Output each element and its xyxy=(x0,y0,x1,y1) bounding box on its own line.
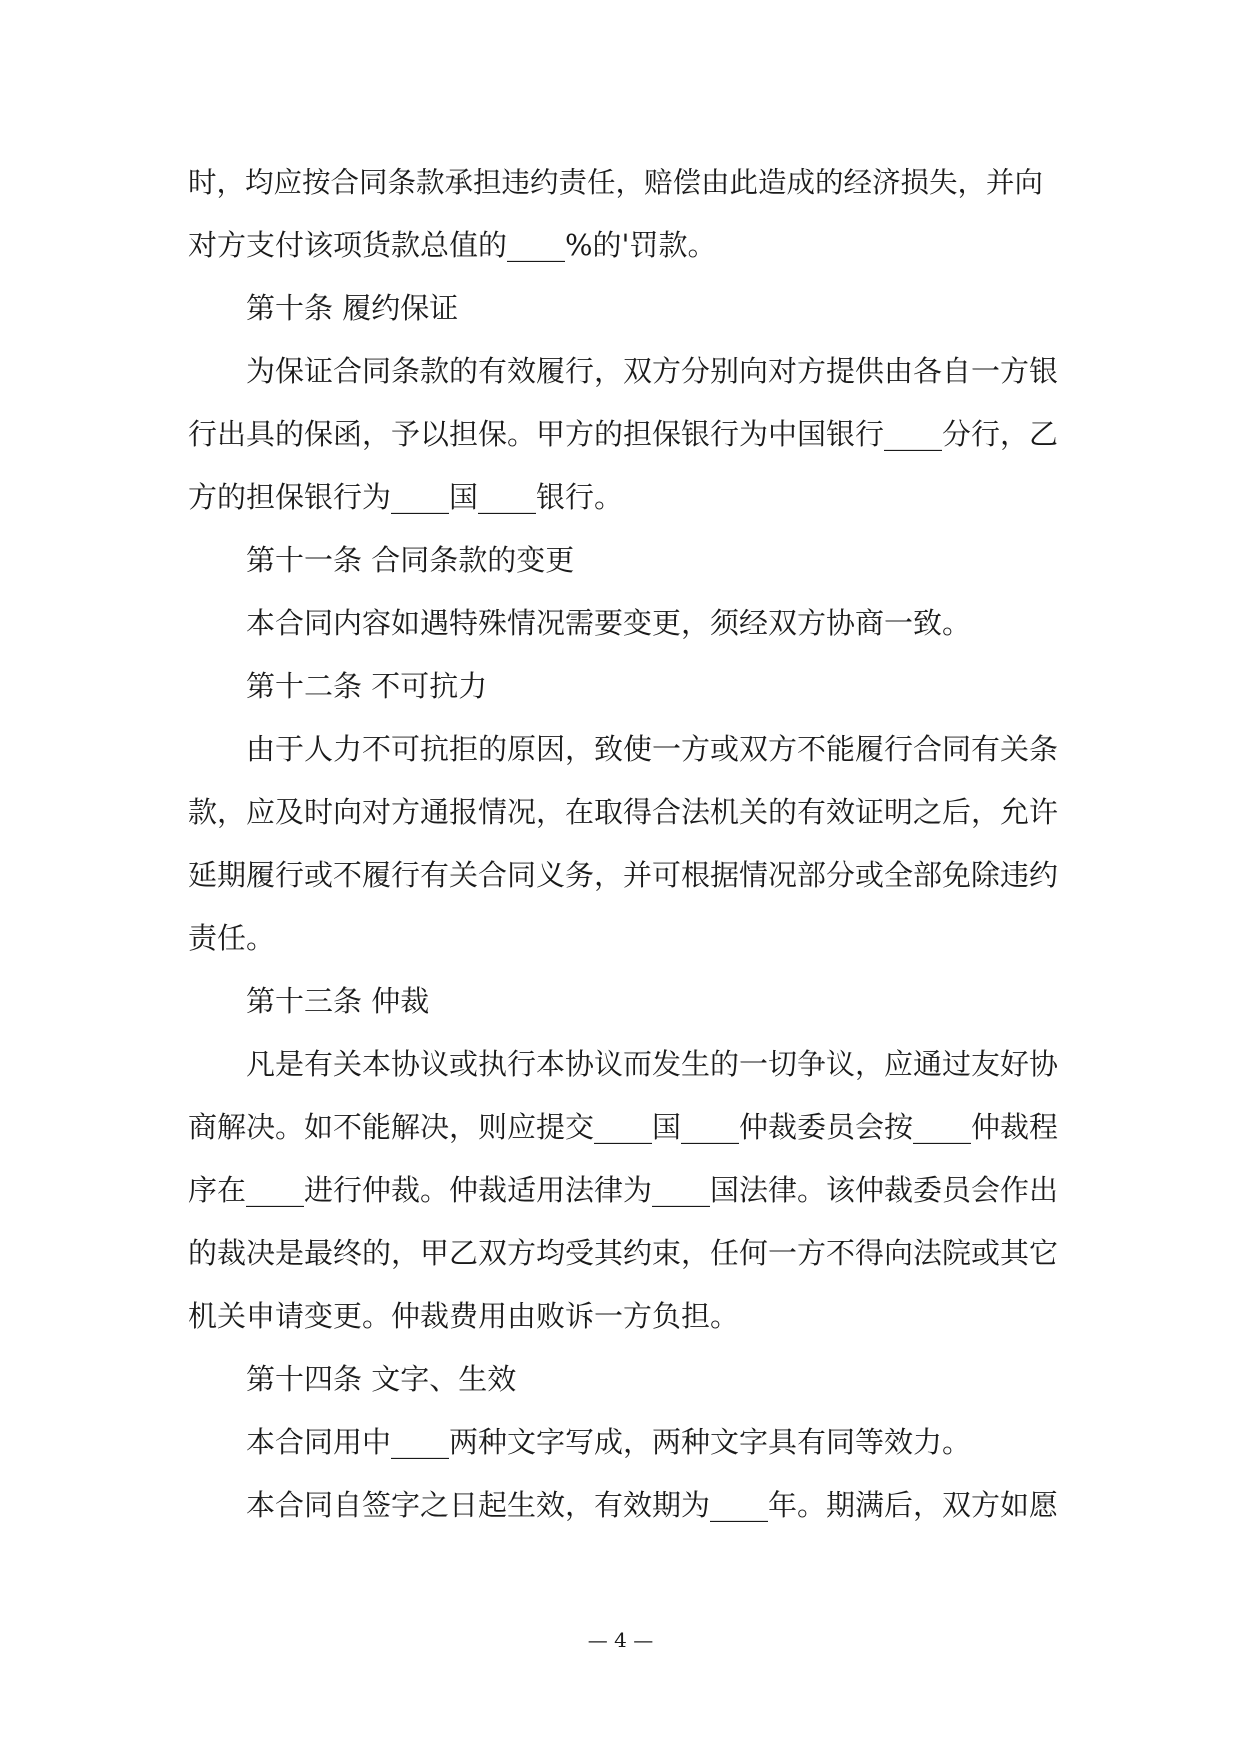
section-heading-text: 第十四条 文字、生效 xyxy=(246,1362,517,1396)
text-line-content: 本合同用中____两种文字写成，两种文字具有同等效力。 xyxy=(246,1425,972,1459)
section-heading xyxy=(188,1348,1054,1411)
text-line-content: 本合同自签字之日起生效，有效期为____年。期满后，双方如愿 xyxy=(246,1488,1059,1522)
text-line-content: 凡是有关本协议或执行本协议而发生的一切争议，应通过友好协 xyxy=(246,1047,1059,1081)
text-line xyxy=(188,214,1054,277)
text-line xyxy=(188,466,1054,529)
text-line-content: 时，均应按合同条款承担违约责任，赔偿由此造成的经济损失，并向 xyxy=(188,166,1044,199)
text-line-content: 机关申请变更。仲裁费用由败诉一方负担。 xyxy=(188,1299,740,1333)
text-line-content: 延期履行或不履行有关合同义务，并可根据情况部分或全部免除违约 xyxy=(188,858,1059,892)
section-heading-text: 第十一条 合同条款的变更 xyxy=(246,543,575,577)
text-line-content: 对方支付该项货款总值的____%的'罚款。 xyxy=(188,228,717,262)
text-line xyxy=(188,844,1059,907)
text-line xyxy=(188,907,1054,970)
section-heading-text: 第十二条 不可抗力 xyxy=(246,669,488,703)
text-line xyxy=(188,1159,1059,1222)
text-line-content: 方的担保银行为____国____银行。 xyxy=(188,480,624,514)
text-line xyxy=(188,151,1054,214)
section-heading-text: 第十条 履约保证 xyxy=(246,291,459,325)
text-line-content: 本合同内容如遇特殊情况需要变更，须经双方协商一致。 xyxy=(246,606,972,640)
text-line xyxy=(188,1474,1059,1537)
section-heading-text: 第十三条 仲裁 xyxy=(246,984,430,1018)
text-line-content: 序在____进行仲裁。仲裁适用法律为____国法律。该仲裁委员会作出 xyxy=(188,1173,1059,1207)
section-heading xyxy=(188,655,1054,718)
section-heading xyxy=(188,970,1054,1033)
text-line xyxy=(188,1222,1059,1285)
text-line xyxy=(188,403,1059,466)
text-line-content: 的裁决是最终的，甲乙双方均受其约束，任何一方不得向法院或其它 xyxy=(188,1236,1059,1270)
text-line-content: 行出具的保函，予以担保。甲方的担保银行为中国银行____分行，乙 xyxy=(188,417,1059,451)
text-line-content: 款，应及时向对方通报情况，在取得合法机关的有效证明之后，允许 xyxy=(188,795,1059,829)
text-line xyxy=(188,1411,1054,1474)
text-line-content: 为保证合同条款的有效履行，双方分别向对方提供由各自一方银 xyxy=(246,354,1059,388)
text-line-content: 责任。 xyxy=(188,921,276,955)
document-body xyxy=(188,151,1059,1537)
text-line xyxy=(188,1033,1059,1096)
text-line xyxy=(188,340,1059,403)
section-heading xyxy=(188,277,1054,340)
page-number: — 4 — xyxy=(587,1628,654,1652)
text-line xyxy=(188,718,1059,781)
text-line-content: 商解决。如不能解决，则应提交____国____仲裁委员会按____仲裁程 xyxy=(188,1110,1059,1144)
section-heading xyxy=(188,529,1054,592)
text-line xyxy=(188,1285,1054,1348)
text-line-content: 由于人力不可抗拒的原因，致使一方或双方不能履行合同有关条 xyxy=(246,732,1059,766)
text-line xyxy=(188,781,1059,844)
text-line xyxy=(188,592,1054,655)
text-line xyxy=(188,1096,1059,1159)
